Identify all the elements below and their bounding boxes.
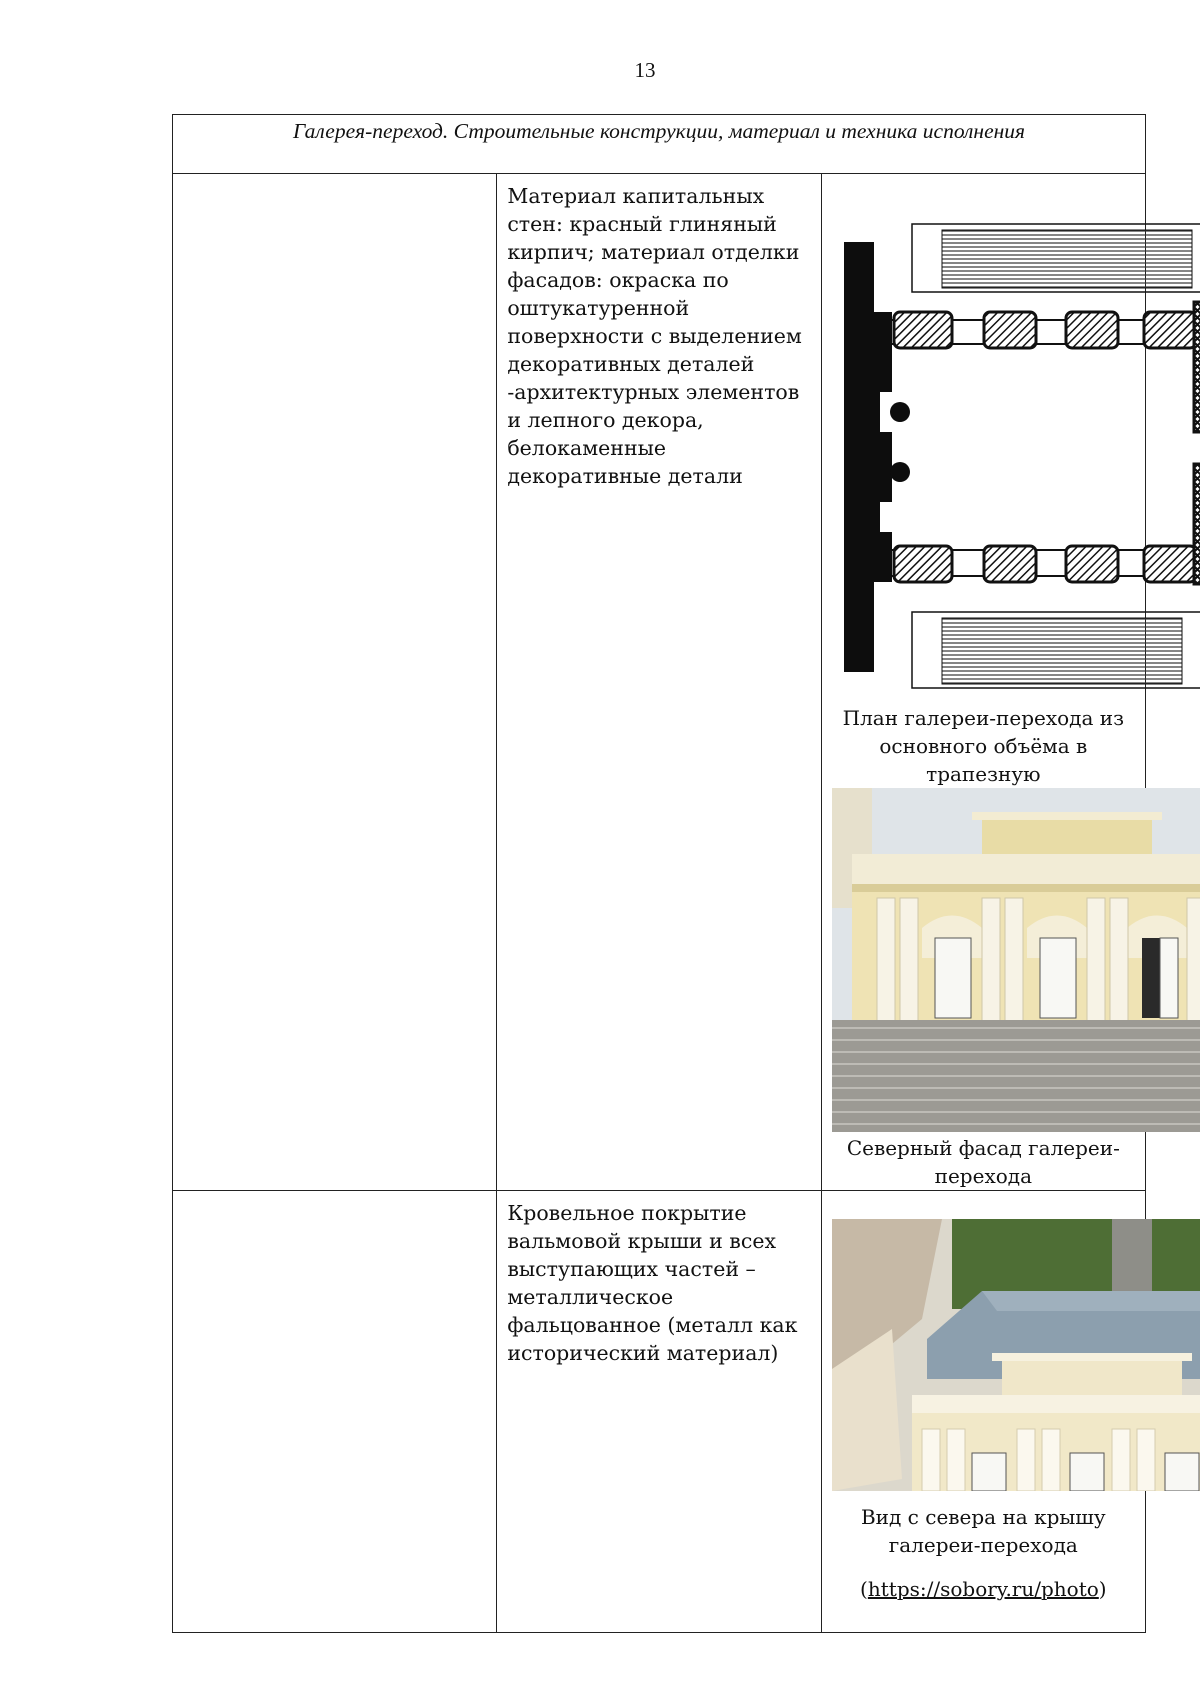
source-link[interactable]: https://sobory.ru/photo xyxy=(867,1577,1099,1601)
photo-source xyxy=(822,1575,1145,1603)
table-title: Галерея-переход. Строительные конструкции, материал и техника исполнения xyxy=(173,115,1146,174)
figures-cell xyxy=(821,174,1145,1191)
gallery-plan-drawing xyxy=(844,202,1200,698)
walls-description: Материал капитальных стен: красный глиняный кирпич; материал отделки фасадов: окраска по оштукатуренной поверхности с выделением декоративных деталей -архитектурных элементов и лепного декора, белокаменные декоративные детали xyxy=(497,174,821,1191)
roof-view-photo xyxy=(832,1219,1200,1491)
figures-cell xyxy=(821,1191,1145,1633)
construction-table xyxy=(172,114,1146,1633)
north-facade-photo xyxy=(832,788,1200,1132)
roof-caption: Вид с севера на крышу галереи-перехода xyxy=(860,1505,1106,1557)
page-number: 13 xyxy=(634,58,656,82)
table-row xyxy=(173,174,1146,1191)
row-number-cell xyxy=(173,1191,497,1633)
table-header-row xyxy=(173,115,1146,174)
facade-caption: Северный фасад галереи-перехода xyxy=(846,1136,1120,1188)
roof-description: Кровельное покрытие вальмовой крыши и всех выступающих частей – металлическое фальцованное (металл как исторический материал) xyxy=(497,1191,821,1633)
table-row xyxy=(173,1191,1146,1633)
source-close-paren: ) xyxy=(1098,1577,1107,1601)
plan-caption: План галереи-перехода из основного объёма в трапезную xyxy=(842,706,1125,786)
source-open-paren: ( xyxy=(860,1577,868,1601)
row-number-cell xyxy=(173,174,497,1191)
